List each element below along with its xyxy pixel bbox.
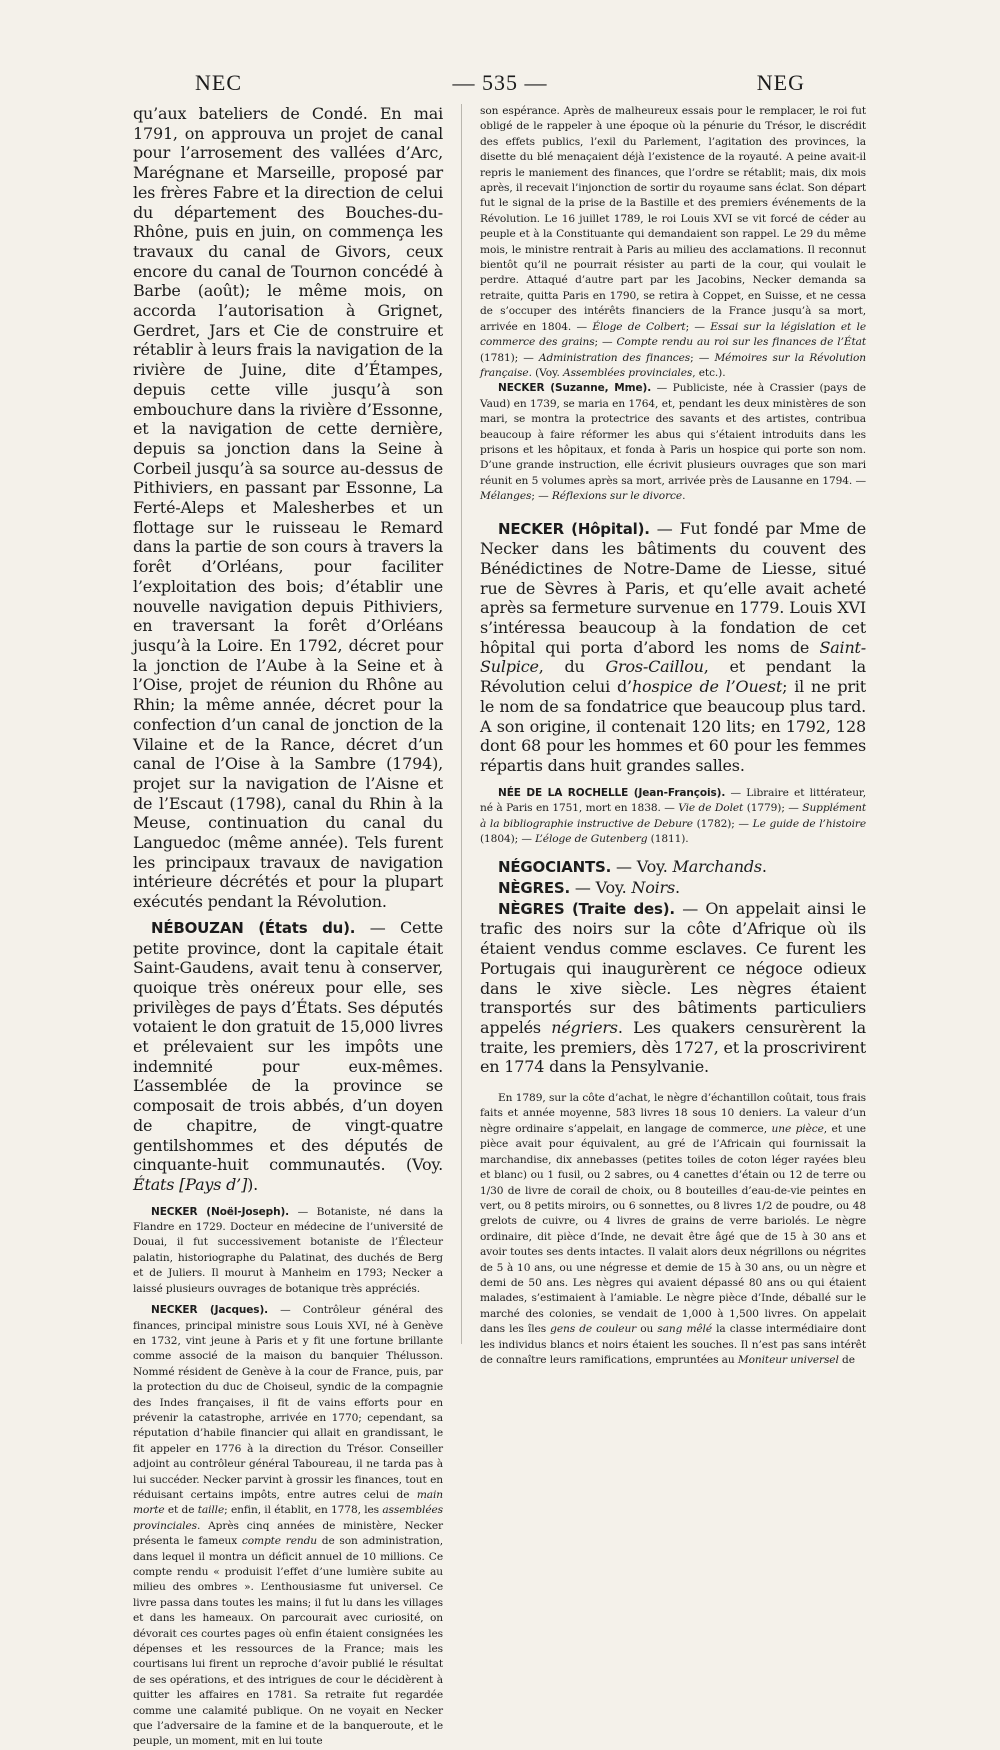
entry-negres-traite: NÈGRES (Traite des). — On appelait ainsi le trafic des noirs sur la côte d’Afrique où ils étaient vendus comme esclaves. Ce furent les Portugais qui inaugurèrent ce négoce odieux dans le xive siècle. Les nègres étaient transportés sur des bâtiments particuliers appelés négriers. Les quakers censurèrent la traite, les premiers, dès 1727, et la proscrivirent en 1774 dans la Pensylvanie. <box>480 898 866 1077</box>
header-left: NEC <box>195 70 242 95</box>
column-divider <box>461 104 462 1344</box>
traite-detail-paragraph: En 1789, sur la côte d’achat, le nègre d’échantillon coûtait, tous frais faits et année moyenne, 583 livres 18 sous 10 deniers. La valeur d’un nègre ordinaire s’appelait, en langage de commerce, une pièce, et une pièce avait pour équivalent, au gré de l’Africain qui fournissait la marchandise, dix annebasses (petites toiles de coton léger rayées bleu et blanc) ou 1 fusil, ou 2 sabres, ou 4 canettes d’étain ou 12 de terre ou 1/30 de livre de corail de choix, ou 8 bouteilles d’eau-de-vie peintes en vert, ou 8 petits miroirs, ou 6 sonnettes, ou 8 livres 1/2 de poudre, ou 48 grelots de cuivre, ou 4 livres de grains de verre bariolés. Le nègre ordinaire, dit pièce d’Inde, ne devait être âgé que de 15 à 30 ans et avoir toutes ses dents intactes. Il valait alors deux négrillons ou négrites de 5 à 10 ans, ou une négresse et demie de 15 à 30 ans, ou un nègre et demi de 50 ans. Les nègres qui avaient dépassé 80 ans ou qui étaient malades, s’estimaient à l’amiable. Le nègre pièce d’Inde, déballé sur le marché des colonies, se vendait de 1,000 à 1,500 livres. On appelait dans les îles gens de couleur ou sang mêlé la classe intermédiaire dont les individus blancs et noirs étaient les souches. Il n’est pas sans intérêt de connaître leurs ramifications, empruntées au Moniteur universel de <box>480 1092 867 1366</box>
right-column <box>480 104 866 1368</box>
entry-necker-noel: NECKER (Noël-Joseph). — Botaniste, né dans la Flandre en 1729. Docteur en médecine de l’université de Douai, il fut successivement botaniste de l’Électeur palatin, historiographe du Palatinat, des duchés de Berg et de Juliers. Il mourut à Manheim en 1793; Necker a laissé plusieurs ouvrages de botanique très appréciés. <box>133 1205 443 1295</box>
entry-necker-jacques: NECKER (Jacques). — Contrôleur général des finances, principal ministre sous Louis XVI, né à Genève en 1732, vint jeune à Paris et y fit une fortune brillante comme associé de la maison du banquier Thélusson. Nommé résident de Genève à la cour de France, puis, par la protection du duc de Choiseul, syndic de la compagnie des Indes françaises, il fit de vains efforts pour en prévenir la catastrophe, arrivée en 1770; cependant, sa réputation d’habile financier qui allait en grandissant, le fit appeler en 1776 à la direction du Trésor. Conseiller adjoint au contrôleur général Taboureau, il ne tarda pas à lui succéder. Necker parvint à grossir les finances, tout en réduisant certains impôts, entre autres celui de main morte et de taille; enfin, il établit, en 1778, les assemblées provinciales. Après cinq années de ministère, Necker présenta le fameux compte rendu de son administration, dans lequel il montra un déficit annuel de 10 millions. Ce compte rendu « produisit l’effet d’une lumière subite au milieu des ombres ». L’enthousiasme fut universel. Ce livre passa dans toutes les mains; il fut lu dans les villages et dans les hameaux. On parcourait avec curiosité, on dévorait ces courtes pages où enfin étaient consignées les dépenses et les ressources de la France; mais les courtisans lui firent un reproche d’avoir publié le résultat de ses opérations, et des intrigues de cour le décidèrent à quitter les affaires en 1781. Sa retraite fut regardée comme une calamité publique. On ne voyait en Necker que l’adversaire de la famine et de la banqueroute, et le peuple, un moment, mit en lui toute <box>133 1304 443 1748</box>
entry-head: NECKER (Noël-Joseph). <box>151 1205 290 1218</box>
left-column <box>133 104 443 1750</box>
entry-head: NECKER (Hôpital). <box>498 519 650 538</box>
entry-negociants: NÉGOCIANTS. — Voy. Marchands. <box>498 857 767 877</box>
entry-head: NÉGOCIANTS. <box>498 858 612 877</box>
header-right: NEG <box>756 70 805 95</box>
entry-head: NÉE DE LA ROCHELLE (Jean-François). <box>498 786 726 799</box>
entry-head: NECKER (Suzanne, Mme). <box>498 382 652 395</box>
entry-necker-suzanne: NECKER (Suzanne, Mme). — Publiciste, née à Crassier (pays de Vaud) en 1739, se maria en 1764, et, pendant les deux ministères de son mari, se montra la protectrice des savants et des artistes, contribua beaucoup à faire réformer les abus qui s’étaient introduits dans les prisons et les hôpitaux, et fonda à Paris un hospice qui porte son nom. D’une grande instruction, elle écrivit plusieurs ouvrages que son mari réunit en 5 volumes après sa mort, arrivée près de Lausanne en 1794. — Mélanges; — Réflexions sur le divorce. <box>480 382 866 503</box>
entry-negres: NÈGRES. — Voy. Noirs. <box>498 878 680 898</box>
page-header <box>195 70 805 100</box>
entry-head: NÈGRES. <box>498 879 571 898</box>
canal-paragraph: qu’aux bateliers de Condé. En mai 1791, on approuva un projet de canal pour l’arrosement des vallées d’Arc, Marégnane et Marseille, proposé par les frères Fabre et la direction de celui du département des Bouches-du-Rhône, puis en juin, on commença les travaux du canal de Givors, ceux encore du canal de Tournon concédé à Barbe (août); le même mois, on accorda l’autorisation à Grignet, Gerdret, Jars et Cie de construire et rétablir à leurs frais la navigation de la rivière de Juine, dite d’Étampes, depuis cette ville jusqu’à son embouchure dans la rivière d’Essonne, et la navigation de cette dernière, depuis sa jonction dans la Seine à Corbeil jusqu’à sa source au-dessus de Pithiviers, en passant par Essonne, La Ferté-Aleps et Malesherbes et un flottage sur le ruisseau le Remard dans la partie de son cours à travers la forêt d’Orléans, pour faciliter l’exploitation des bois; d’établir une nouvelle navigation depuis Pithiviers, en traversant la forêt d’Orléans jusqu’à la Loire. En 1792, décret pour la jonction de l’Aube à la Seine et à l’Oise, projet de réunion du Rhône au Rhin; la même année, décret pour la confection d’un canal de jonction de la Vilaine et de la Rance, décret d’un canal de l’Oise à la Sambre (1794), projet sur la navigation de l’Aisne et de l’Escaut (1798), canal du Rhin à la Meuse, continuation du canal du Languedoc (même année). Tels furent les principaux travaux de navigation intérieure décrétés et pour la plupart exécutés pendant la Révolution. <box>133 104 443 912</box>
entry-head: NÉBOUZAN (États du). <box>151 918 356 937</box>
entry-head: NECKER (Jacques). <box>151 1304 269 1317</box>
entry-nee-de-la-rochelle: NÉE DE LA ROCHELLE (Jean-François). — Libraire et littérateur, né à Paris en 1751, mort en 1838. — Vie de Dolet (1779); — Supplément à la bibliographie instructive de Debure (1782); — Le guide de l’histoire (1804); — L’éloge de Gutenberg (1811). <box>480 786 867 845</box>
entry-nebouzan: NÉBOUZAN (États du). — Cette petite province, dont la capitale était Saint-Gaudens, avait tenu à conserver, quoique très onéreux pour elle, ses privilèges de pays d’États. Ses députés votaient le don gratuit de 15,000 livres et prélevaient sur les impôts une indemnité pour eux-mêmes. L’assemblée de la province se composait de trois abbés, d’un doyen de chapitre, de vingt-quatre gentilshommes et des députés de cinquante-huit communautés. (Voy. États [Pays d’]). <box>133 917 443 1194</box>
page-number: — 535 — <box>452 70 548 95</box>
entry-necker-jacques-continued: son espérance. Après de malheureux essais pour le remplacer, le roi fut obligé de le rappeler à une époque où la pénurie du Trésor, le discrédit des effets publics, l’exil du Parlement, l’agitation des provinces, la disette du blé menaçaient déjà l’existence de la royauté. A peine avait-il repris le maniement des finances, que l’ordre se rétablit; mais, dix mois après, il recevait l’injonction de sortir du royaume sans éclat. Son départ fut le signal de la prise de la Bastille et des premiers événements de la Révolution. Le 16 juillet 1789, le roi Louis XVI se vit forcé de céder au peuple et à la Constituante qui demandaient son rappel. Le 29 du même mois, le ministre rentrait à Paris au milieu des acclamations. Il reconnut bientôt qu’il ne pourrait résister au parti de la cour, qui voulait le perdre. Attaqué d’autre part par les Jacobins, Necker demanda sa retraite, quitta Paris en 1790, se retira à Coppet, en Suisse, et ne cessa de s’occuper des intérêts financiers de la France jusqu’à sa mort, arrivée en 1804. — Éloge de Colbert; — Essai sur la législation et le commerce des grains; — Compte rendu au roi sur les finances de l’État (1781); — Administration des finances; — Mémoires sur la Révolution française. (Voy. Assemblées provinciales, etc.). <box>480 105 867 379</box>
entry-necker-hopital: NECKER (Hôpital). — Fut fondé par Mme de Necker dans les bâtiments du couvent des Bénédictines de Notre-Dame de Liesse, situé rue de Sèvres à Paris, et qu’elle avait acheté après sa fermeture survenue en 1779. Louis XVI s’intéressa beaucoup à la fondation de cet hôpital qui porta d’abord les noms de Saint-Sulpice, du Gros-Caillou, et pendant la Révolution celui d’hospice de l’Ouest; il ne prit le nom de sa fondatrice que beaucoup plus tard. A son origine, il contenait 120 lits; en 1792, 128 dont 68 pour les hommes et 60 pour les femmes répartis dans huit grandes salles. <box>480 518 866 775</box>
entry-head: NÈGRES (Traite des). <box>498 899 675 918</box>
